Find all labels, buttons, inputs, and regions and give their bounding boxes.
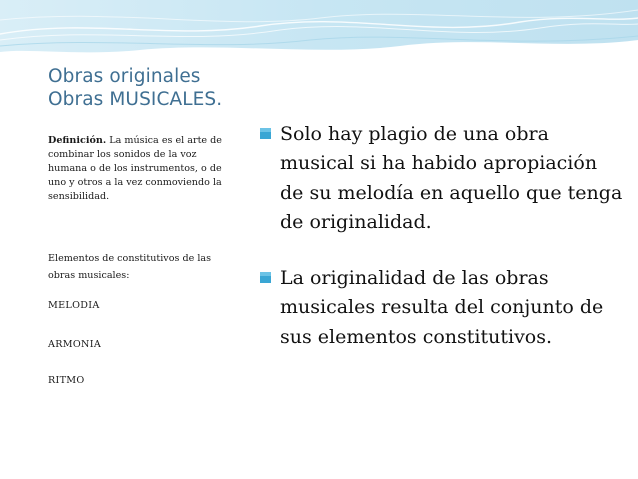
slide-title-line-2: Obras MUSICALES. — [48, 89, 223, 110]
header-wave-decoration — [0, 0, 638, 58]
bullet-item — [258, 120, 626, 237]
bullet-square-icon — [260, 272, 271, 283]
definition-term: Definición. — [48, 135, 107, 146]
elements-intro: Elementos de constitutivos de las obras musicales: — [48, 253, 212, 281]
bullet-text: Solo hay plagio de una obra musical si ha habido apropiación de su melodía en aquello que tenga de originalidad. — [280, 123, 623, 233]
definition-paragraph — [48, 134, 238, 204]
definition-text: La música es el arte de combinar los sonidos de la voz humana o de los instrumentos, o de uno y otros a la vez conmoviendo la sensibilidad. — [48, 135, 222, 202]
bullet-list — [258, 120, 626, 352]
definition-block — [48, 134, 238, 204]
element-item-ritmo: RITMO — [48, 375, 85, 386]
element-item-melodia: MELODIA — [48, 300, 100, 311]
bullet-item — [258, 264, 626, 352]
bullet-text: La originalidad de las obras musicales resulta del conjunto de sus elementos constitutivos. — [280, 267, 604, 348]
slide-title-line-1: Obras originales — [48, 66, 201, 87]
slide-title — [48, 65, 308, 111]
element-item-armonia: ARMONIA — [48, 339, 102, 350]
bullet-square-icon — [260, 128, 271, 139]
